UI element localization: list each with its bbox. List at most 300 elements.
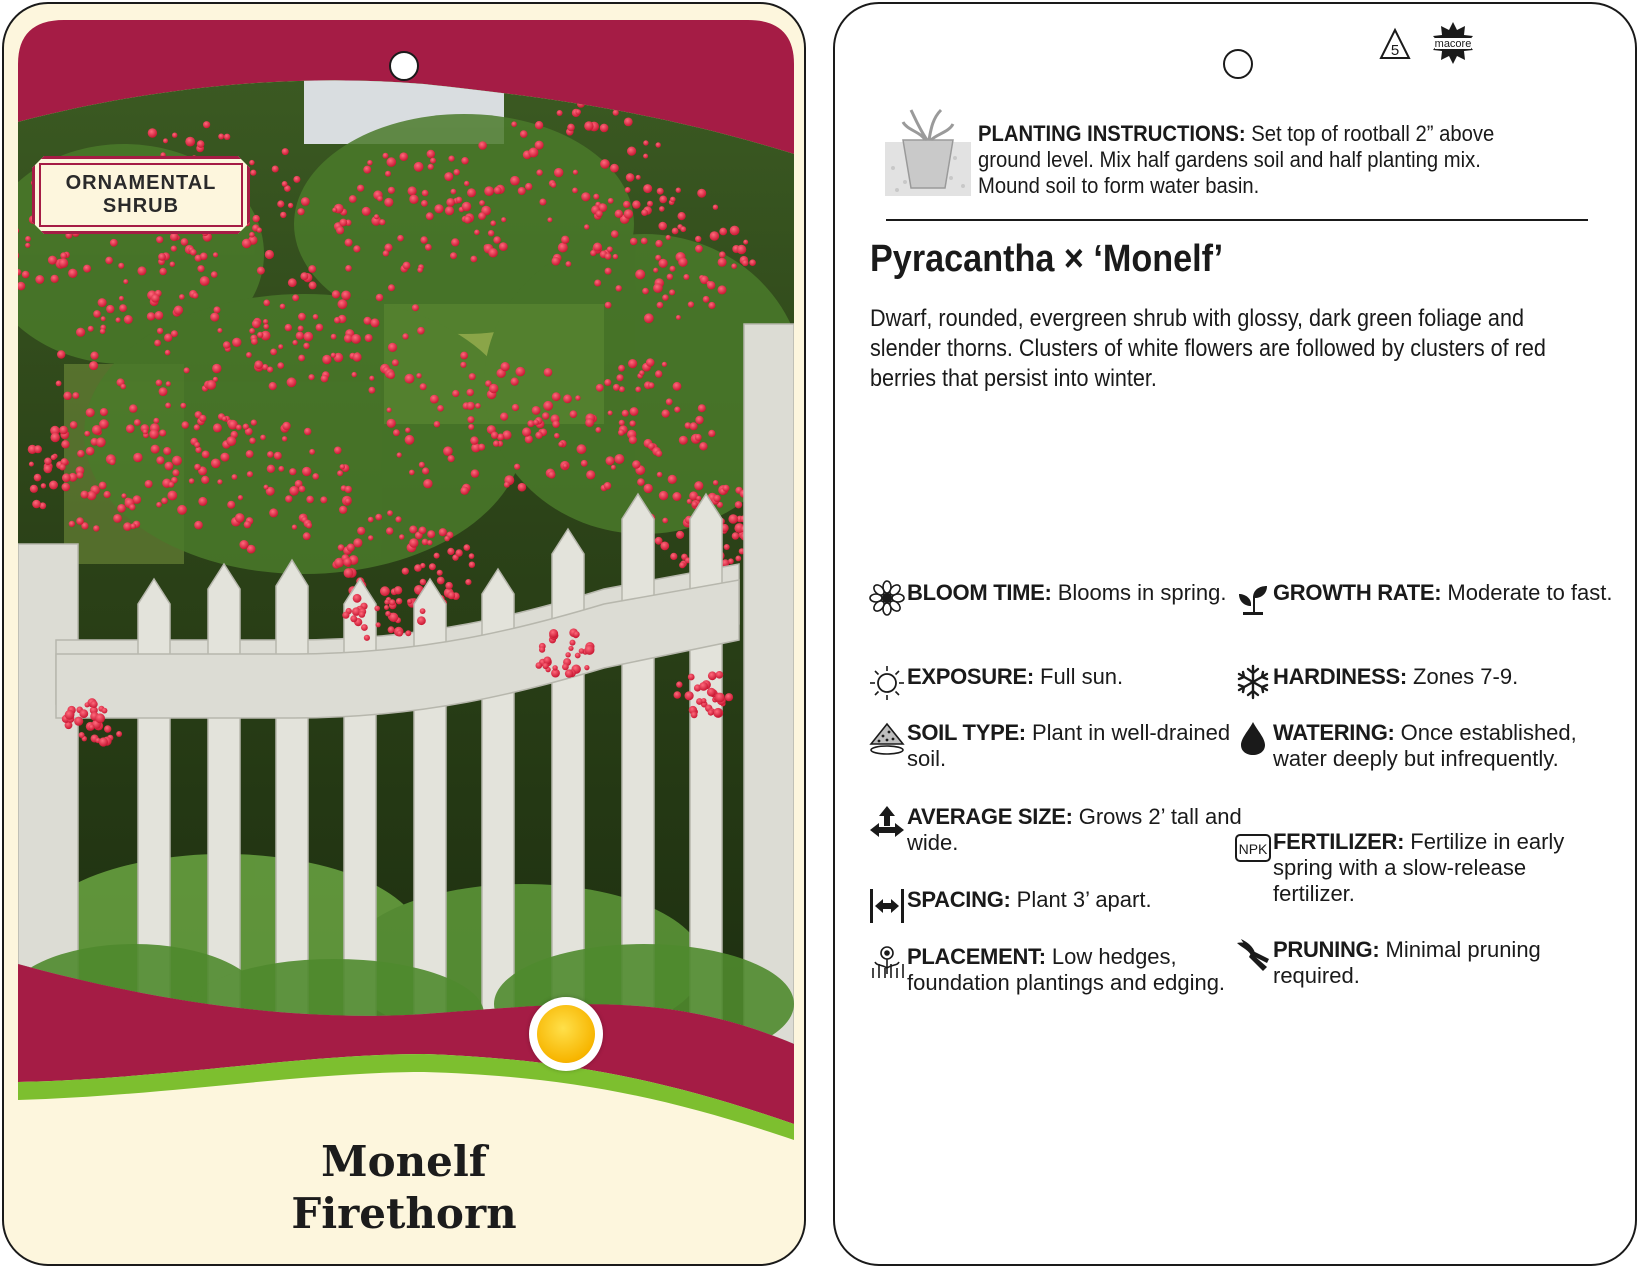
berry bbox=[666, 235, 671, 240]
berry bbox=[511, 378, 519, 386]
berry bbox=[451, 238, 459, 246]
berry bbox=[272, 166, 279, 173]
berry bbox=[718, 285, 727, 294]
berry bbox=[667, 274, 673, 280]
soil-icon bbox=[869, 720, 905, 756]
berry bbox=[670, 266, 676, 272]
berry bbox=[629, 436, 637, 444]
berry bbox=[159, 387, 168, 396]
berry bbox=[344, 568, 354, 578]
berry bbox=[641, 209, 648, 216]
berry bbox=[437, 405, 444, 412]
berry bbox=[423, 479, 432, 488]
berry bbox=[379, 219, 385, 225]
berry bbox=[434, 553, 440, 559]
berry bbox=[456, 197, 463, 204]
berry bbox=[658, 222, 667, 231]
berry bbox=[388, 187, 395, 194]
berry bbox=[464, 544, 471, 551]
attribute-value: Full sun. bbox=[1033, 664, 1124, 689]
berry bbox=[393, 429, 400, 436]
berry bbox=[105, 257, 113, 265]
berry bbox=[420, 236, 427, 243]
berry bbox=[376, 294, 384, 302]
berry bbox=[365, 334, 373, 342]
berry bbox=[246, 352, 252, 358]
berry bbox=[172, 469, 179, 476]
berry bbox=[292, 340, 297, 345]
planting-instructions-text: Set top of rootball 2” above ground level. Mix half gardens soil and half planting mix. Mound soil to form water basin. bbox=[978, 121, 1495, 198]
berry bbox=[461, 157, 468, 164]
berry bbox=[76, 472, 83, 479]
berry bbox=[695, 416, 703, 424]
berry bbox=[44, 465, 53, 474]
attribute-value: Moderate to fast. bbox=[1441, 580, 1613, 605]
berry bbox=[349, 195, 357, 203]
berry bbox=[59, 464, 66, 471]
berry bbox=[384, 198, 393, 207]
berry bbox=[322, 355, 331, 364]
berry bbox=[189, 478, 195, 484]
flower-icon bbox=[869, 580, 905, 616]
berry bbox=[563, 394, 572, 403]
berry bbox=[285, 324, 292, 331]
berry bbox=[527, 420, 534, 427]
berry bbox=[427, 540, 432, 545]
berry bbox=[501, 217, 506, 222]
berry bbox=[386, 527, 393, 534]
berry bbox=[630, 420, 636, 426]
category-badge-label: ORNAMENTAL SHRUB bbox=[65, 172, 217, 217]
berry bbox=[708, 430, 715, 437]
berry bbox=[669, 289, 675, 295]
berry bbox=[511, 121, 517, 127]
attribute-value: Grows 2’ tall and wide. bbox=[907, 804, 1242, 855]
berry bbox=[374, 606, 380, 612]
attribute-label: EXPOSURE: bbox=[907, 664, 1034, 689]
berry bbox=[448, 156, 454, 162]
berry bbox=[159, 268, 166, 275]
berry bbox=[619, 420, 625, 426]
sprout-icon bbox=[1235, 580, 1271, 616]
berry bbox=[655, 240, 662, 247]
berry bbox=[211, 271, 218, 278]
full-sun-icon bbox=[529, 997, 603, 1071]
berry bbox=[698, 404, 706, 412]
berry bbox=[362, 207, 371, 216]
berry bbox=[201, 476, 209, 484]
berry bbox=[164, 334, 172, 342]
berry bbox=[361, 624, 368, 631]
berry bbox=[158, 253, 166, 261]
berry bbox=[350, 615, 357, 622]
berry bbox=[428, 164, 434, 170]
berry bbox=[448, 592, 456, 600]
berry bbox=[683, 274, 689, 280]
berry bbox=[124, 315, 133, 324]
berry bbox=[235, 513, 245, 523]
berry bbox=[282, 422, 290, 430]
berry bbox=[58, 258, 68, 268]
berry bbox=[277, 362, 284, 369]
berry bbox=[17, 282, 26, 291]
berry bbox=[337, 470, 343, 476]
berry bbox=[623, 201, 630, 208]
berry bbox=[547, 217, 552, 222]
berry bbox=[584, 665, 589, 670]
berry bbox=[120, 384, 126, 390]
berry bbox=[331, 353, 336, 358]
attribute-label: PLACEMENT: bbox=[907, 944, 1046, 969]
berry bbox=[607, 246, 613, 252]
berry bbox=[76, 517, 84, 525]
berry bbox=[605, 268, 612, 275]
berry bbox=[595, 427, 601, 433]
berry bbox=[81, 491, 89, 499]
berry bbox=[691, 712, 698, 719]
berry bbox=[199, 415, 206, 422]
recycle-number: 5 bbox=[1390, 42, 1400, 59]
berry bbox=[51, 455, 57, 461]
berry bbox=[151, 294, 160, 303]
berry bbox=[566, 261, 572, 267]
berry bbox=[551, 182, 557, 188]
berry bbox=[713, 495, 720, 502]
berry bbox=[616, 285, 622, 291]
category-badge bbox=[32, 156, 250, 234]
berry bbox=[249, 438, 255, 444]
berry bbox=[72, 392, 79, 399]
berry bbox=[345, 486, 352, 493]
berry bbox=[594, 280, 601, 287]
berry bbox=[430, 158, 436, 164]
berry bbox=[460, 487, 468, 495]
berry bbox=[446, 198, 455, 207]
berry bbox=[528, 148, 538, 158]
berry bbox=[147, 312, 155, 320]
berry bbox=[289, 486, 299, 496]
berry bbox=[672, 492, 681, 501]
berry bbox=[270, 349, 277, 356]
berry bbox=[194, 521, 203, 530]
berry bbox=[203, 121, 210, 128]
berry bbox=[222, 416, 227, 421]
berry bbox=[165, 462, 174, 471]
berry bbox=[338, 299, 348, 309]
berry bbox=[34, 445, 42, 453]
npk-icon bbox=[1235, 829, 1271, 865]
berry bbox=[301, 197, 310, 206]
berry bbox=[636, 175, 641, 180]
berry bbox=[737, 245, 747, 255]
berry bbox=[296, 332, 304, 340]
berry bbox=[749, 259, 756, 266]
berry bbox=[742, 260, 749, 267]
berry bbox=[657, 302, 664, 309]
berry bbox=[364, 317, 372, 325]
berry bbox=[399, 534, 404, 539]
berry bbox=[99, 737, 108, 746]
berry bbox=[34, 474, 42, 482]
berry bbox=[61, 440, 69, 448]
front-tag bbox=[2, 2, 806, 1266]
berry bbox=[644, 313, 654, 323]
berry bbox=[452, 390, 459, 397]
berry bbox=[194, 464, 201, 471]
berry bbox=[369, 376, 374, 381]
berry bbox=[735, 556, 741, 562]
berry bbox=[156, 380, 163, 387]
berry bbox=[288, 203, 293, 208]
berry bbox=[79, 732, 85, 738]
berry bbox=[653, 283, 663, 293]
berry bbox=[157, 328, 163, 334]
berry bbox=[402, 333, 408, 339]
berry bbox=[627, 147, 636, 156]
berry bbox=[200, 253, 208, 261]
berry bbox=[339, 506, 347, 514]
berry bbox=[298, 355, 305, 362]
berry bbox=[385, 611, 391, 617]
berry bbox=[212, 364, 221, 373]
berry bbox=[420, 608, 426, 614]
berry bbox=[292, 294, 299, 301]
berry bbox=[561, 236, 569, 244]
berry bbox=[280, 304, 286, 310]
berry bbox=[542, 663, 548, 669]
berry bbox=[512, 404, 519, 411]
berry bbox=[353, 538, 362, 547]
berry bbox=[334, 447, 342, 455]
npk-label: NPK bbox=[1238, 841, 1268, 857]
attribute-label: WATERING: bbox=[1273, 720, 1395, 745]
berry bbox=[697, 189, 706, 198]
berry bbox=[616, 374, 623, 381]
berry bbox=[604, 379, 611, 386]
berry bbox=[552, 392, 561, 401]
berry bbox=[300, 272, 308, 280]
berry bbox=[367, 160, 372, 165]
berry bbox=[59, 426, 68, 435]
berry bbox=[194, 424, 200, 430]
berry bbox=[420, 579, 426, 585]
berry bbox=[699, 442, 707, 450]
berry bbox=[644, 484, 653, 493]
berry bbox=[179, 294, 185, 300]
berry bbox=[466, 402, 474, 410]
berry bbox=[548, 471, 556, 479]
berry bbox=[465, 579, 471, 585]
berry bbox=[429, 563, 436, 570]
berry bbox=[93, 525, 99, 531]
berry bbox=[41, 483, 46, 488]
berry bbox=[542, 412, 549, 419]
berry bbox=[568, 646, 573, 651]
brand-name: macore bbox=[1434, 38, 1472, 50]
berry bbox=[109, 459, 115, 465]
berry bbox=[469, 553, 475, 559]
berry bbox=[25, 243, 30, 248]
berry bbox=[662, 518, 668, 524]
berry bbox=[185, 137, 195, 147]
berry bbox=[249, 160, 254, 165]
berry bbox=[549, 629, 558, 638]
berry bbox=[471, 469, 479, 477]
berry bbox=[303, 532, 311, 540]
berry bbox=[639, 370, 644, 375]
berry bbox=[608, 198, 614, 204]
berry bbox=[89, 724, 95, 730]
berry bbox=[251, 420, 257, 426]
berry bbox=[478, 444, 485, 451]
berry bbox=[581, 192, 590, 201]
berry bbox=[278, 466, 284, 472]
berry bbox=[678, 258, 687, 267]
berry bbox=[405, 435, 415, 445]
berry bbox=[618, 365, 625, 372]
berry bbox=[100, 329, 106, 335]
berry bbox=[172, 456, 182, 466]
attribute-label: FERTILIZER: bbox=[1273, 829, 1405, 854]
berry bbox=[79, 709, 88, 718]
berry bbox=[6, 289, 14, 297]
berry bbox=[254, 360, 263, 369]
placement-icon bbox=[869, 944, 905, 980]
berry bbox=[369, 387, 376, 394]
berry bbox=[710, 231, 720, 241]
berry bbox=[613, 254, 618, 259]
berry bbox=[10, 251, 19, 260]
berry bbox=[4, 255, 7, 261]
berry bbox=[493, 236, 501, 244]
berry bbox=[44, 458, 52, 466]
berry bbox=[552, 665, 557, 670]
berry bbox=[153, 418, 159, 424]
berry bbox=[383, 153, 389, 159]
berry bbox=[643, 154, 648, 159]
berry bbox=[662, 410, 670, 418]
berry bbox=[351, 334, 361, 344]
berry bbox=[116, 317, 121, 322]
berry bbox=[488, 248, 497, 257]
berry bbox=[308, 374, 314, 380]
berry bbox=[48, 256, 57, 265]
berry bbox=[520, 130, 528, 138]
berry bbox=[76, 328, 85, 337]
berry bbox=[409, 538, 418, 547]
berry bbox=[618, 429, 624, 435]
berry bbox=[247, 471, 253, 477]
divider bbox=[886, 219, 1588, 221]
berry bbox=[662, 294, 668, 300]
berry bbox=[448, 455, 455, 462]
berry bbox=[267, 451, 274, 458]
berry bbox=[197, 140, 205, 148]
berry bbox=[642, 288, 649, 295]
berry bbox=[353, 353, 362, 362]
berry bbox=[543, 401, 553, 411]
berry bbox=[417, 267, 423, 273]
berry bbox=[213, 423, 222, 432]
berry bbox=[724, 544, 730, 550]
berry bbox=[85, 702, 90, 707]
berry bbox=[397, 452, 402, 457]
berry bbox=[285, 495, 292, 502]
berry bbox=[414, 162, 424, 172]
berry bbox=[659, 491, 668, 500]
berry bbox=[552, 421, 559, 428]
berry bbox=[344, 334, 353, 343]
berry bbox=[539, 199, 546, 206]
berry bbox=[194, 442, 200, 448]
berry bbox=[575, 653, 581, 659]
berry bbox=[396, 598, 402, 604]
berry bbox=[444, 536, 450, 542]
berry bbox=[232, 338, 241, 347]
common-name-line-2: Firethorn bbox=[291, 1189, 517, 1238]
berry bbox=[116, 731, 122, 737]
berry bbox=[338, 544, 345, 551]
berry bbox=[267, 367, 273, 373]
berry bbox=[728, 514, 738, 524]
attribute-value: Low hedges, foundation plantings and edging. bbox=[907, 944, 1226, 995]
berry bbox=[460, 362, 466, 368]
berry bbox=[260, 435, 266, 441]
berry bbox=[166, 381, 171, 386]
berry bbox=[445, 206, 454, 215]
berry bbox=[264, 485, 269, 490]
berry bbox=[643, 140, 648, 145]
berry bbox=[90, 701, 97, 708]
berry bbox=[171, 246, 177, 252]
berry bbox=[402, 568, 409, 575]
berry bbox=[657, 188, 664, 195]
berry bbox=[181, 238, 189, 246]
berry bbox=[467, 389, 474, 396]
berry bbox=[387, 419, 396, 428]
berry bbox=[389, 599, 395, 605]
berry bbox=[269, 382, 277, 390]
berry bbox=[154, 340, 161, 347]
berry bbox=[558, 243, 568, 253]
berry bbox=[624, 118, 633, 127]
berry bbox=[719, 228, 727, 236]
berry bbox=[611, 465, 616, 470]
berry bbox=[421, 200, 428, 207]
berry bbox=[552, 257, 561, 266]
berry bbox=[110, 239, 118, 247]
common-name-line-1: Monelf bbox=[321, 1137, 487, 1186]
berry bbox=[707, 688, 716, 697]
berry bbox=[419, 462, 425, 468]
berry bbox=[377, 196, 383, 202]
berry bbox=[600, 159, 610, 169]
berry bbox=[514, 464, 520, 470]
berry bbox=[70, 421, 78, 429]
berry bbox=[614, 454, 624, 464]
berry bbox=[387, 408, 392, 413]
berry bbox=[447, 548, 454, 555]
berry bbox=[626, 173, 635, 182]
berry bbox=[334, 317, 341, 324]
berry bbox=[129, 404, 137, 412]
berry bbox=[62, 483, 71, 492]
hang-hole bbox=[1223, 49, 1253, 79]
berry bbox=[600, 124, 609, 133]
berry bbox=[180, 403, 186, 409]
berry bbox=[92, 425, 102, 435]
berry bbox=[399, 152, 408, 161]
